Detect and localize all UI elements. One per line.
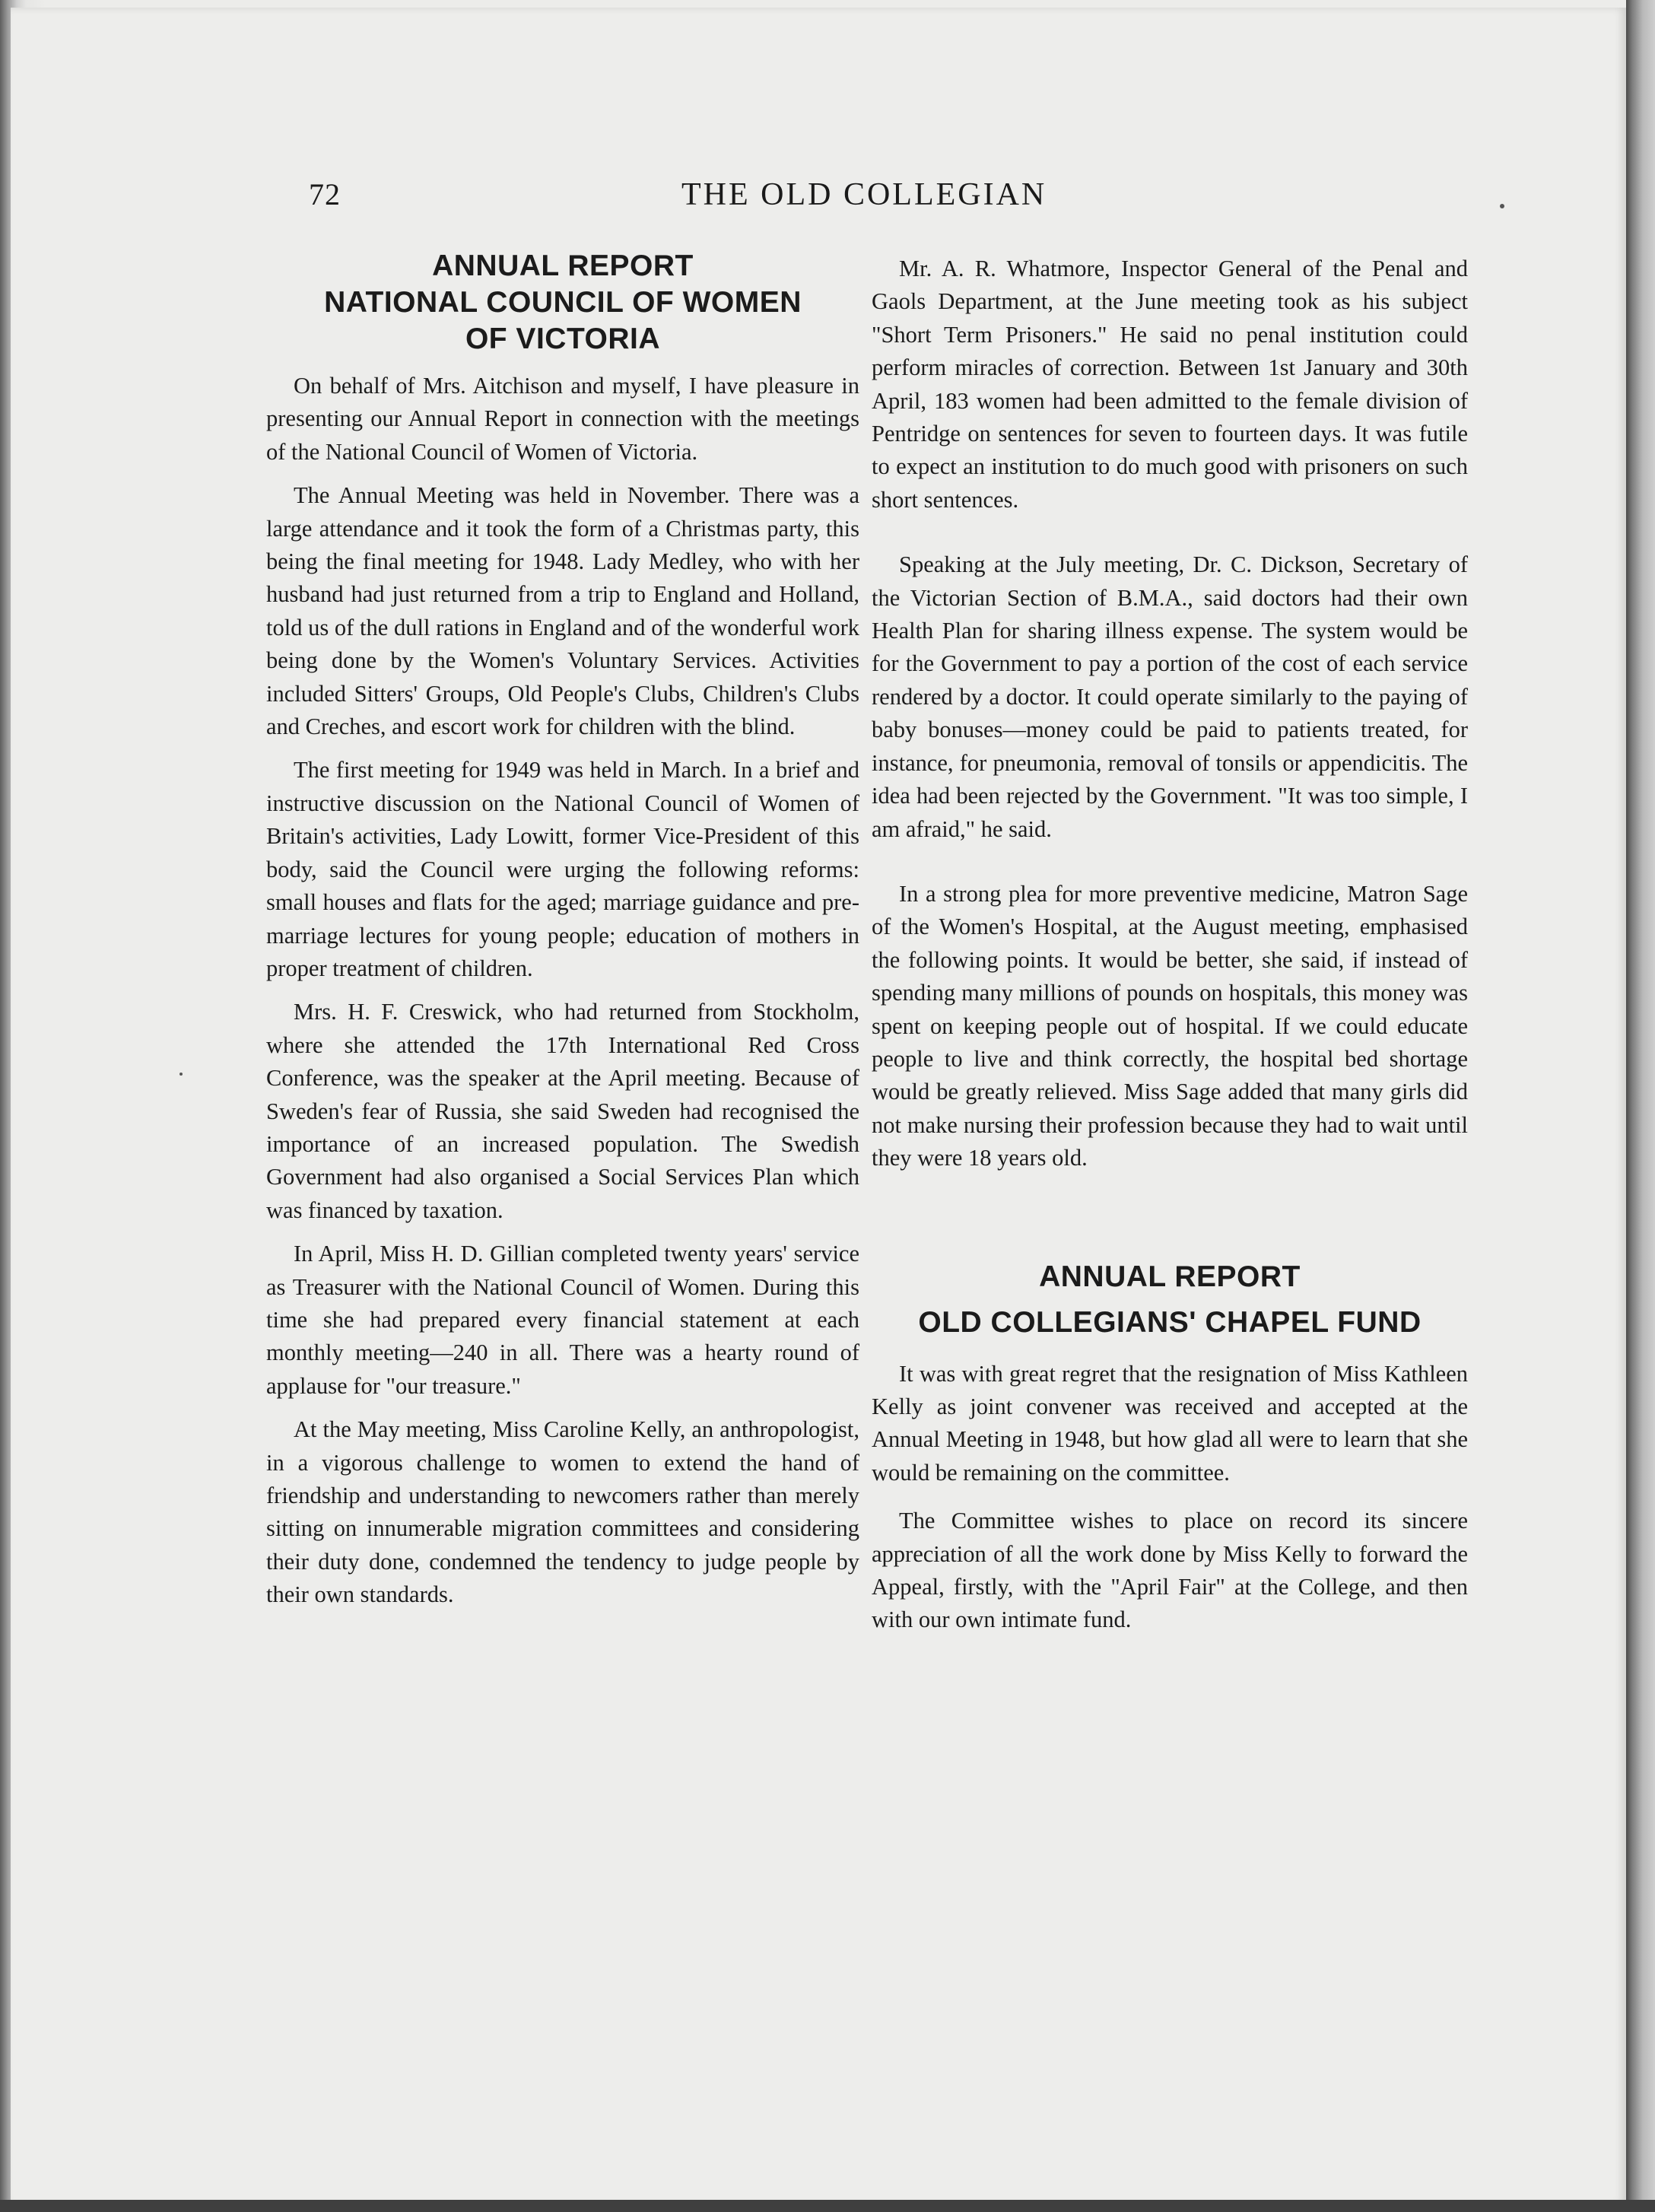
magazine-page (11, 8, 1626, 2204)
left-column (266, 248, 859, 1612)
right-column (872, 253, 1468, 1637)
ncw-heading (266, 248, 859, 358)
ncw-heading-line3: OF VICTORIA (465, 323, 661, 355)
page-edge-bottom (0, 2200, 1655, 2212)
scan-speck (179, 1073, 183, 1076)
ncw-heading-line1: ANNUAL REPORT (432, 249, 694, 282)
ncw-paragraph-march-meeting: The first meeting for 1949 was held in March. In a brief and instructive discussion on the National Council of Women of Britain's activities, Lady Lowitt, former Vice-President of this body, said the Council were urging the following reforms: small houses and flats for the aged; marriage guidance and pre-marriage lectures for young people; education of mothers in proper treatment of children. (266, 757, 859, 981)
ncw-paragraph-may-meeting: At the May meeting, Miss Caroline Kelly, an anthropologist, in a vigorous challenge to women to extend the hand of friendship and understanding to newcomers rather than merely sitting on innumerable migration committees and considering their duty done, condemned the tendency to judge people by their own standards. (266, 1416, 859, 1608)
page-number: 72 (309, 177, 341, 211)
ncw-paragraph-april-meeting: Mrs. H. F. Creswick, who had returned from Stockholm, where she attended the 17th International Red Cross Conference, was the speaker at the April meeting. Because of Sweden's fear of Russia, she said Sweden had recognised the importance of an increased population. The Swedish Government had also organised a Social Services Plan which was financed by taxation. (266, 999, 859, 1223)
chapel-paragraph-resignation: It was with great regret that the resignation of Miss Kathleen Kelly as joint convener was received and accepted at the Annual Meeting in 1948, but how glad all were to learn that she would be remaining on the committee. (872, 1360, 1468, 1486)
scan-speck (1500, 204, 1504, 208)
ncw-heading-line2: NATIONAL COUNCIL OF WOMEN (324, 286, 802, 319)
ncw-paragraph-august-meeting: In a strong plea for more preventive medicine, Matron Sage of the Women's Hospital, at the August meeting, emphasised the following points. It would be better, she said, if instead of spending many millions of pounds on hospitals, this money was spent on keeping people out of hospital. If we could educate people to live and think correctly, the hospital bed shortage would be greatly relieved. Miss Sage added that many girls did not make nursing their profession because they had to wait until they were 18 years old. (872, 880, 1468, 1171)
running-head (11, 176, 1626, 222)
ncw-paragraph-treasurer: In April, Miss H. D. Gillian completed twenty years' service as Treasurer with the National Council of Women. During this time she had prepared every financial statement at each monthly meeting—240 in all. There was a hearty round of applause for "our treasure." (266, 1241, 859, 1399)
journal-title: THE OLD COLLEGIAN (681, 177, 1047, 212)
chapel-heading-line2: OLD COLLEGIANS' CHAPEL FUND (918, 1305, 1422, 1339)
page-edge-right (1626, 0, 1655, 2212)
chapel-heading-line1: ANNUAL REPORT (1039, 1260, 1301, 1293)
chapel-heading (872, 1259, 1468, 1341)
ncw-paragraph-june-meeting: Mr. A. R. Whatmore, Inspector General of the Penal and Gaols Department, at the June meeting took as his subject "Short Term Prisoners." He said no penal institution could perform miracles of correction. Between 1st January and 30th April, 183 women had been admitted to the female division of Pentridge on sentences for seven to fourteen days. It was futile to expect an institution to do much good with prisoners on such short sentences. (872, 256, 1468, 513)
ncw-paragraph-annual-meeting: The Annual Meeting was held in November. There was a large attendance and it took the form of a Christmas party, this being the final meeting for 1948. Lady Medley, who with her husband had just returned from a trip to England and Holland, told us of the dull rations in England and of the wonderful work being done by the Women's Voluntary Services. Activities included Sitters' Groups, Old People's Clubs, Children's Clubs and Creches, and escort work for children with the blind. (266, 482, 859, 740)
ncw-paragraph-intro: On behalf of Mrs. Aitchison and myself, I have pleasure in presenting our Annual Report in connection with the meetings of the National Council of Women of Victoria. (266, 373, 859, 465)
ncw-paragraph-july-meeting: Speaking at the July meeting, Dr. C. Dickson, Secretary of the Victorian Section of B.M.A., said doctors had their own Health Plan for sharing illness expense. The system would be for the Government to pay a portion of the cost of each service rendered by a doctor. It could operate similarly to the paying of baby bonuses—money could be paid to patients treated, for instance, for pneumonia, removal of tonsils or appendicitis. The idea had been rejected by the Government. "It was too simple, I am afraid," he said. (872, 551, 1468, 842)
chapel-paragraph-appreciation: The Committee wishes to place on record its sincere appreciation of all the work done by Miss Kelly to forward the Appeal, firstly, with the "April Fair" at the College, and then with our own intimate fund. (872, 1508, 1468, 1633)
